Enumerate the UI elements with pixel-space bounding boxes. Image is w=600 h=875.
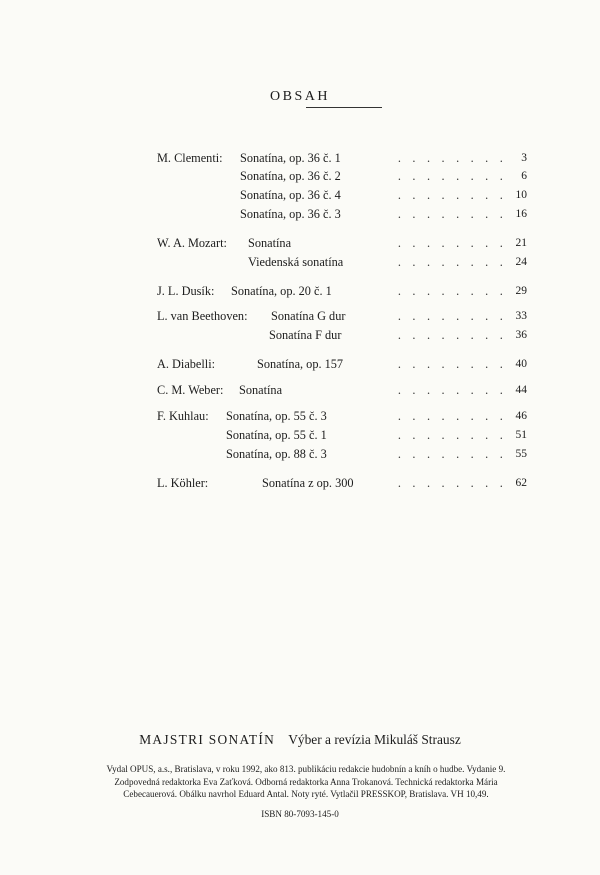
- toc-dot-leader: . . . . . . . .: [397, 284, 507, 298]
- toc-dot-leader: . . . . . . . .: [397, 476, 507, 490]
- toc-title: Sonatína, op. 36 č. 2: [240, 169, 341, 183]
- toc-page-number: 24: [515, 256, 527, 268]
- toc-page-number: 33: [515, 310, 527, 322]
- toc-entry: [0, 426, 600, 444]
- toc-dot-leader: . . . . . . . .: [397, 383, 507, 397]
- toc-entry: [0, 253, 600, 271]
- toc-composer: F. Kuhlau:: [157, 409, 209, 423]
- toc-page-number: 55: [515, 448, 527, 460]
- toc-page-number: 44: [515, 384, 527, 396]
- toc-entry: [0, 407, 600, 425]
- toc-entry: [0, 167, 600, 185]
- toc-page-number: 62: [515, 477, 527, 489]
- toc-dot-leader: . . . . . . . .: [397, 151, 507, 165]
- imprint-line: Zodpovedná redaktorka Eva Zaťková. Odborná redaktorka Anna Trokanová. Technická redaktorka Mária: [114, 776, 498, 787]
- toc-heading: OBSAH: [270, 89, 330, 104]
- toc-entry: [0, 205, 600, 223]
- toc-entry: [0, 326, 600, 344]
- toc-title: Sonatína, op. 36 č. 4: [240, 188, 341, 202]
- toc-dot-leader: . . . . . . . .: [397, 357, 507, 371]
- toc-title: Sonatína z op. 300: [262, 476, 354, 490]
- toc-dot-leader: . . . . . . . .: [397, 255, 507, 269]
- toc-title: Sonatína, op. 36 č. 3: [240, 207, 341, 221]
- toc-dot-leader: . . . . . . . .: [397, 188, 507, 202]
- toc-page-number: 46: [515, 410, 527, 422]
- book-name: MAJSTRI SONATÍN: [139, 732, 276, 747]
- toc-page-number: 51: [515, 429, 527, 441]
- toc-title: Viedenská sonatína: [248, 255, 344, 269]
- imprint: [86, 763, 526, 801]
- toc-dot-leader: . . . . . . . .: [397, 328, 507, 342]
- toc-page-number: 6: [521, 170, 527, 182]
- toc-title: Sonatína, op. 88 č. 3: [226, 447, 327, 461]
- toc-page-number: 36: [515, 329, 527, 341]
- toc-page-number: 29: [515, 285, 527, 297]
- toc-dot-leader: . . . . . . . .: [397, 169, 507, 183]
- toc-entry: [0, 474, 600, 492]
- imprint-line: Vydal OPUS, a.s., Bratislava, v roku 1992, ako 813. publikáciu redakcie hudobnín a kníh o hudbe. Vydanie 9.: [106, 764, 506, 774]
- toc-dot-leader: . . . . . . . .: [397, 428, 507, 442]
- toc-title: Sonatína, op. 157: [257, 357, 344, 371]
- toc-entry: [0, 149, 600, 167]
- toc-composer: L. Köhler:: [157, 476, 209, 490]
- toc-dot-leader: . . . . . . . .: [397, 447, 507, 461]
- toc-title: Sonatína: [239, 383, 283, 397]
- toc-title: Sonatína, op. 20 č. 1: [231, 284, 332, 298]
- toc-title: Sonatína G dur: [271, 309, 346, 323]
- toc-title: Sonatína, op. 36 č. 1: [240, 151, 341, 165]
- toc-composer: M. Clementi:: [157, 151, 223, 165]
- toc-dot-leader: . . . . . . . .: [397, 409, 507, 423]
- toc-entry: [0, 307, 600, 325]
- toc-entry: [0, 186, 600, 204]
- toc-entry: [0, 282, 600, 300]
- toc-page-number: 40: [515, 358, 527, 370]
- toc-page-number: 16: [515, 208, 527, 220]
- toc-title: Sonatína, op. 55 č. 1: [226, 428, 327, 442]
- toc-dot-leader: . . . . . . . .: [397, 236, 507, 250]
- toc-composer: J. L. Dusík:: [157, 284, 215, 298]
- toc-entry: [0, 381, 600, 399]
- toc-composer: W. A. Mozart:: [157, 236, 227, 250]
- toc-title: Sonatína: [248, 236, 292, 250]
- toc-composer: A. Diabelli:: [157, 357, 216, 371]
- isbn: ISBN 80-7093-145-0: [261, 809, 339, 819]
- toc-entry: [0, 445, 600, 463]
- toc-dot-leader: . . . . . . . .: [397, 309, 507, 323]
- toc-dot-leader: . . . . . . . .: [397, 207, 507, 221]
- toc-composer: L. van Beethoven:: [157, 309, 248, 323]
- toc-entry: [0, 234, 600, 252]
- book-subtitle: Výber a revízia Mikuláš Strausz: [288, 732, 461, 747]
- book-title: [0, 732, 600, 748]
- toc-page-number: 21: [515, 237, 527, 249]
- toc-page-number: 3: [521, 152, 527, 164]
- toc-page-number: 10: [515, 189, 527, 201]
- toc-title: Sonatína, op. 55 č. 3: [226, 409, 327, 423]
- imprint-line: Cebecauerová. Obálku navrhol Eduard Antal. Noty ryté. Vytlačil PRESSKOP, Bratislava. VH 10,49.: [123, 789, 489, 799]
- toc-composer: C. M. Weber:: [157, 383, 224, 397]
- toc-title: Sonatína F dur: [269, 328, 342, 342]
- toc-entry: [0, 355, 600, 373]
